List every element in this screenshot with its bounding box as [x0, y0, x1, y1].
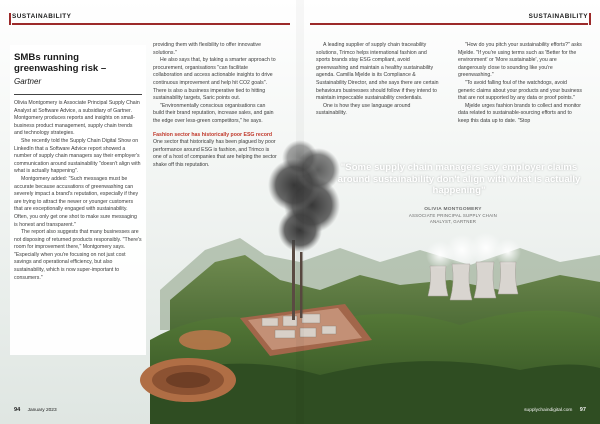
pull-quote-role-line: ANALYST, GARTNER [429, 218, 477, 224]
website-link[interactable]: supplychaindigital.com [524, 408, 573, 413]
pull-quote-attribution-role [378, 213, 528, 224]
section-label-right: SUSTAINABILITY [528, 13, 588, 20]
article-column-3 [316, 42, 440, 118]
sidebar-divider [14, 94, 142, 95]
body-paragraph: "How do you pitch your sustainability efforts?" asks Mjelde. "If you're using terms such as 'Better for the environment' or 'More sustainable', you are dangerously close to sounding like you're greenwashing." [458, 42, 582, 79]
issue-date: January 2023 [27, 408, 57, 413]
subheading: Fashion sector has historically poor ESG record [153, 131, 273, 138]
body-paragraph: A leading supplier of supply chain traceability solutions, Trimco helps international fashion and sports brands stay ESG compliant, avoid greenwashing and maintain a healthy sustainability agenda. Camilla Mjelde is its Compliance & Sustainability Director, and she says there are certain behaviours businesses should follow if they intend to maintain impeccable sustainability credentials. [316, 42, 439, 102]
sidebar-paragraph: Montgomery added: "Such messages must be accurate because accusations of greenwashing can severely impact a brand's reputation, especially if they are trying to attract the newer or younger customers that are exceptionally engaged with sustainability. Often, you only get one shot to make sure messaging is honest and transparent." [14, 175, 139, 228]
page-number-left: 94 [14, 407, 21, 413]
pull-quote: "Some supply chain managers say employer claims around sustainability don't align with what is actually happening" [337, 162, 581, 197]
body-paragraph: "To avoid falling foul of the watchdogs, avoid generic claims about your products and your business that are not supported by any data or proof points." [458, 79, 582, 102]
body-paragraph: providing them with flexibility to offer innovative solutions." [153, 42, 262, 56]
article-column-2 [153, 42, 277, 170]
body-paragraph: He also says that, by taking a smarter approach to procurement, organisations "can facilitate collaboration and access actionable insights to drive continuous improvement and help hit CO2 goals". There is also a business imperative tied to hitting sustainability targets, Saric points out. [153, 57, 276, 102]
sidebar-subtitle: Gartner [14, 77, 42, 86]
header-accent-mark-left [9, 13, 11, 25]
body-paragraph: Mjelde urges fashion brands to collect and monitor data related to sustainable-sourcing efforts and to keep this data up to date. "Stop [458, 102, 581, 124]
pull-quote-role-line: ASSOCIATE PRINCIPAL SUPPLY CHAIN [408, 213, 498, 218]
header-accent-mark-right [589, 13, 591, 25]
sidebar-paragraph: Olivia Montgomery is Associate Principal Supply Chain Analyst at Software Advice, a subsidiary of Gartner. Montgomery produces reports and insights on small-business product management, supply chain trends and technology strategies. [14, 100, 140, 137]
sidebar-body [14, 100, 142, 282]
body-paragraph: "Environmentally conscious organisations can build their brand reputation, increase sales, and gain the edge over less-green competitors," he says. [153, 102, 274, 124]
sidebar-paragraph: She recently told the Supply Chain Digital Show on LinkedIn that a Software Advice report showed a number of supply chain managers say their employer's communication around sustainability "doesn't align with what is actually happening". [14, 137, 141, 175]
footer-left [14, 407, 57, 413]
sidebar-title: SMBs running greenwashing risk – [14, 52, 107, 74]
body-paragraph: One is how they use language around sustainability. [316, 102, 411, 117]
footer-right [524, 407, 586, 413]
page-number-right: 97 [579, 407, 586, 413]
header-rule-left [12, 23, 290, 25]
pull-quote-attribution-name: OLIVIA MONTGOMERY [424, 207, 482, 212]
sidebar-paragraph: The report also suggests that many businesses are not disposing of returned products responsibly. "There's room for improvement there," Montgomery says. "Especially when you're focusing on not just cost savings and operational efficiency, but also sustainability, which is now super-important to consumers." [14, 229, 142, 281]
header-rule-right [310, 23, 588, 25]
body-paragraph: One sector that historically has been plagued by poor performance around ESG is fashion, and Trimco is one of a host of companies that are helping the sector shake off this reputation. [153, 139, 277, 168]
article-column-4 [458, 42, 582, 126]
section-label-left: SUSTAINABILITY [12, 13, 72, 20]
sidebar-box [10, 45, 146, 355]
